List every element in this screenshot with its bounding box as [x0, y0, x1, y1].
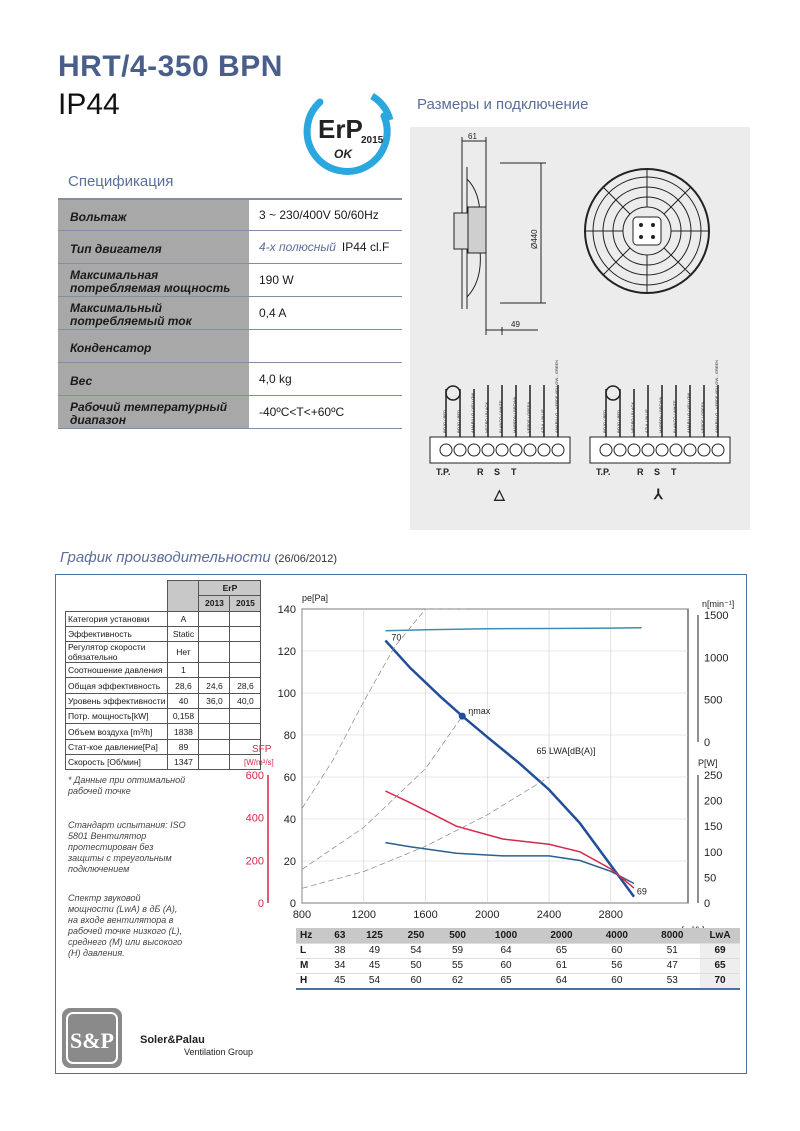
wiring-star-symbol: ⅄ — [654, 486, 663, 502]
wire-label: VERDE / GREEN — [526, 401, 531, 433]
sound-cell: 53 — [645, 973, 700, 988]
chart-y-tick-label: 60 — [283, 772, 296, 784]
wiring-terminal-s: S — [494, 467, 501, 477]
chart-sfp-tick-label: 0 — [257, 898, 264, 910]
brand-title: Soler&Palau — [140, 1034, 205, 1046]
sound-cell: 59 — [437, 943, 479, 958]
erp-row-label: Общая эффективность — [66, 678, 168, 693]
chart-y-left-label: pe[Pa] — [302, 593, 329, 603]
dim-bottom-label: 49 — [511, 320, 520, 329]
erp-row-value: 89 — [168, 739, 199, 754]
performance-title-text: График производительности — [60, 549, 271, 566]
erp-row-value — [199, 709, 230, 724]
sound-cell: 1000 — [478, 928, 533, 943]
spec-row-voltage — [58, 198, 402, 231]
technical-drawing — [410, 127, 750, 530]
wiring-terminal-s: S — [654, 467, 661, 477]
erp-row-value — [199, 724, 230, 739]
sound-cell: 65 — [478, 973, 533, 988]
wiring-terminal-r: R — [477, 467, 484, 477]
performance-chart — [230, 585, 745, 925]
fan-front-view — [585, 169, 709, 293]
product-model-title: HRT/4-350 BPN — [58, 50, 283, 83]
chart-speed-tick-label: 1000 — [704, 652, 729, 665]
wire-label: AMARILLO - VERDE YELLOW - GREEN — [714, 359, 719, 433]
chart-power-tick-label: 200 — [704, 795, 723, 808]
erp-row-value: 28,6 — [168, 678, 199, 693]
chart-x-tick-label: 1600 — [413, 909, 438, 921]
wire-label: ROJO / RED — [456, 410, 461, 433]
chart-power-tick-label: 250 — [704, 770, 723, 782]
erp-row-label: Стат-кое давление[Pa] — [66, 739, 168, 754]
divider-line — [296, 988, 740, 990]
erp-row-value: 28,6 — [230, 678, 261, 693]
note-sound-spectrum: Спектр звуковой мощности (LwA) в дБ (А), на входе вентилятора в рабочей точке низкого (L), среднего (M) или высокого (H) давления. — [68, 893, 183, 958]
chart-y-tick-label: 20 — [283, 856, 296, 868]
spec-row-weight — [58, 363, 402, 396]
erp-row-value: 40 — [168, 693, 199, 708]
chart-annotation: ηmax — [468, 706, 491, 717]
chart-y-tick-label: 80 — [283, 730, 296, 742]
chart-annotation: 70 — [391, 632, 402, 643]
erp-row-value: 0,158 — [168, 709, 199, 724]
erp-row-label: Эффективность — [66, 626, 168, 641]
sp-logo-text: S&P — [70, 1028, 114, 1053]
sound-cell: 500 — [437, 928, 479, 943]
dim-diameter-label: Ø440 — [530, 229, 539, 249]
sound-cell: 60 — [589, 943, 644, 958]
erp-row-value — [199, 626, 230, 641]
chart-annotation: 69 — [636, 886, 647, 897]
spec-label: Рабочий температурный диапазон — [58, 396, 249, 428]
erp-row-label: Объем воздуха [m³/h] — [66, 724, 168, 739]
spec-value: 3 ~ 230/400V 50/60Hz — [249, 200, 402, 230]
chart-y-tick-label: 40 — [283, 814, 296, 826]
wire-label: BLANCO / WHITE — [672, 400, 677, 433]
sound-cell: 60 — [478, 958, 533, 973]
sound-cell: 70 — [700, 973, 740, 988]
sound-cell: 34 — [326, 958, 354, 973]
sound-cell: 8000 — [645, 928, 700, 943]
erp-badge-main: ErP — [318, 114, 363, 144]
chart-power-tick-label: 50 — [704, 872, 717, 885]
wire-label: ROJO / RED — [602, 410, 607, 433]
wire-label: ROJO / RED — [442, 410, 447, 433]
erp-row-label: Соотношение давления — [66, 663, 168, 678]
spec-label: Тип двигателя — [58, 231, 249, 263]
chart-y-tick-label: 0 — [289, 898, 296, 910]
sound-cell: 45 — [354, 958, 396, 973]
chart-y-tick-label: 100 — [277, 688, 296, 700]
sound-cell: 65 — [534, 943, 589, 958]
spec-label: Вес — [58, 363, 249, 395]
sound-cell: 54 — [354, 973, 396, 988]
sound-cell: 56 — [589, 958, 644, 973]
erp-row-label: Уровень эффективности — [66, 693, 168, 708]
chart-x-tick-label: 2000 — [475, 909, 500, 921]
wire-label: ROJO / RED — [616, 410, 621, 433]
sound-cell: 49 — [354, 943, 396, 958]
sound-cell: 45 — [326, 973, 354, 988]
wire-label: AZUL / BLUE — [644, 409, 649, 433]
chart-power-tick-label: 100 — [704, 846, 723, 859]
sound-cell: 125 — [354, 928, 396, 943]
chart-power-tick-label: 0 — [704, 898, 711, 910]
chart-series-pressure — [385, 641, 634, 897]
erp-row-label: Потр. мощность[kW] — [66, 709, 168, 724]
sound-cell: 60 — [395, 973, 437, 988]
erp-row-value — [199, 611, 230, 626]
erp-row-label: Скорость [Об/мин] — [66, 754, 168, 769]
chart-x-tick-label: 2400 — [536, 909, 562, 921]
wire-label: MARRON / BROWN — [658, 396, 663, 433]
erp-row-label: Регулятор скорости обязательно — [66, 642, 168, 663]
sound-header-row — [296, 928, 740, 943]
spec-value: 0,4 A — [249, 297, 402, 329]
wire-label: AZUL / BLUE — [540, 409, 545, 433]
chart-series-system — [302, 716, 462, 869]
spec-row-capacitor — [58, 330, 402, 363]
chart-speed-tick-label: 500 — [704, 694, 723, 707]
spec-row-motor — [58, 231, 402, 264]
erp-year-2013: 2013 — [199, 596, 230, 611]
erp-badge-logo — [298, 88, 398, 180]
chart-annotation: 65 LWA[dB(A)] — [536, 746, 596, 756]
sound-cell: 62 — [437, 973, 479, 988]
spec-value: 4,0 kg — [249, 363, 402, 395]
chart-speed-label: n[min⁻¹] — [702, 599, 735, 609]
chart-series-system — [302, 609, 469, 809]
chart-x-tick-label: 1200 — [351, 909, 377, 921]
wire-label: VERDE / GREEN — [700, 401, 705, 433]
sound-cell: 64 — [534, 973, 589, 988]
erp-row-value: Static — [168, 626, 199, 641]
chart-eta-max-point — [459, 713, 466, 720]
sound-row-label: L — [296, 943, 326, 958]
wire-label: AMARILLO / YELLOW — [470, 392, 475, 433]
spec-label: Максимальный потребляемый ток — [58, 297, 249, 329]
sound-cell: 38 — [326, 943, 354, 958]
chart-plot-frame — [302, 609, 688, 903]
wire-label: NEGRO / BLACK — [484, 401, 489, 433]
chart-series-speed — [385, 628, 641, 631]
spec-label: Конденсатор — [58, 330, 249, 362]
sound-power-table — [296, 928, 740, 989]
spec-value: -40ºC<T<+60ºC — [249, 396, 402, 428]
sp-logo — [60, 1006, 124, 1070]
sound-row-label: H — [296, 973, 326, 988]
wire-label: MARRON / BROWN — [512, 396, 517, 433]
sound-cell: 54 — [395, 943, 437, 958]
sound-row-label: Hz — [296, 928, 326, 943]
erp-row-value — [199, 739, 230, 754]
dimensions-title: Размеры и подключение — [417, 96, 589, 113]
sound-row — [296, 943, 740, 958]
erp-row-value: 24,6 — [199, 678, 230, 693]
protection-rating: IP44 — [58, 88, 120, 121]
erp-row-value: 1 — [168, 663, 199, 678]
chart-y-tick-label: 140 — [277, 604, 296, 616]
erp-row-label: Категория установки — [66, 611, 168, 626]
sound-cell: 51 — [645, 943, 700, 958]
performance-date: (26/06/2012) — [274, 553, 338, 565]
sound-cell: LwA — [700, 928, 740, 943]
chart-power-label: P[W] — [698, 758, 718, 768]
spec-label: Вольтаж — [58, 200, 249, 230]
wire-label: BLANCO / WHITE — [498, 400, 503, 433]
chart-sfp-tick-label: 400 — [245, 812, 264, 825]
sound-cell: 64 — [478, 943, 533, 958]
sound-cell: 60 — [589, 973, 644, 988]
sound-cell: 63 — [326, 928, 354, 943]
spec-motor-poles: 4-х полюсный — [259, 240, 336, 254]
dim-top-label: 61 — [468, 132, 477, 141]
sound-cell: 47 — [645, 958, 700, 973]
sound-row-label: M — [296, 958, 326, 973]
chart-power-tick-label: 150 — [704, 821, 723, 834]
chart-sfp-unit: [W/m³/s] — [244, 758, 274, 767]
spec-label: Максимальная потребляемая мощность — [58, 264, 249, 296]
erp-year-2015: 2015 — [230, 596, 261, 611]
dimensions-drawing-panel — [410, 127, 750, 530]
spec-value: IP44 cl.F — [341, 240, 390, 254]
wire-label: NEGRO / BLACK — [630, 401, 635, 433]
spec-value: 190 W — [249, 264, 402, 296]
brand-subtitle: Ventilation Group — [184, 1047, 254, 1057]
wiring-diagram-delta — [430, 360, 570, 502]
erp-row-value: 40,0 — [230, 693, 261, 708]
erp-row-value: Нет — [168, 642, 199, 663]
chart-sfp-tick-label: 200 — [245, 855, 264, 868]
sound-cell: 65 — [700, 958, 740, 973]
sound-row — [296, 958, 740, 973]
chart-x-tick-label: 2800 — [598, 909, 624, 921]
wiring-diagram-star — [590, 360, 730, 502]
wire-label: AMARILLO - VERDE YELLOW - GREEN — [554, 359, 559, 433]
chart-sfp-label: SFP — [252, 744, 272, 755]
chart-series-sfp — [385, 791, 634, 888]
sound-cell: 69 — [700, 943, 740, 958]
sound-cell: 250 — [395, 928, 437, 943]
wire-label: AMARILLO / YELLOW — [686, 392, 691, 433]
spec-row-temperature — [58, 396, 402, 429]
wiring-terminal-t: T — [671, 467, 677, 477]
spec-row-current — [58, 297, 402, 330]
chart-x-tick-label: 800 — [292, 909, 312, 921]
wiring-terminal-tp: T.P. — [596, 467, 611, 477]
erp-row-value — [199, 663, 230, 678]
sound-cell: 4000 — [589, 928, 644, 943]
specification-table — [58, 198, 402, 429]
note-optimal-point: * Данные при оптимальной рабочей точке — [68, 775, 186, 796]
erp-row-value: 1347 — [168, 754, 199, 769]
erp-header: ErP — [199, 581, 261, 596]
spec-value — [249, 330, 402, 362]
wiring-terminal-tp: T.P. — [436, 467, 451, 477]
sound-cell: 50 — [395, 958, 437, 973]
chart-sfp-tick-label: 600 — [245, 770, 264, 782]
erp-row-value: 1838 — [168, 724, 199, 739]
erp-row-value — [199, 642, 230, 663]
chart-speed-tick-label: 1500 — [704, 610, 729, 622]
sound-cell: 61 — [534, 958, 589, 973]
erp-row-value — [199, 754, 230, 769]
erp-badge-year: 2015 — [361, 135, 384, 146]
sound-cell: 2000 — [534, 928, 589, 943]
chart-speed-tick-label: 0 — [704, 737, 711, 749]
erp-badge-ok: OK — [334, 147, 352, 161]
note-test-standard: Стандарт испытания: ISO 5801 Вентилятор протестирован без защиты с треугольным подключением — [68, 820, 186, 874]
erp-row-value: A — [168, 611, 199, 626]
performance-title — [60, 549, 337, 566]
chart-series-power — [385, 843, 634, 884]
brand-name — [140, 1034, 253, 1057]
chart-y-tick-label: 120 — [277, 646, 296, 658]
wiring-terminal-t: T — [511, 467, 517, 477]
sound-cell: 55 — [437, 958, 479, 973]
wiring-delta-symbol: △ — [494, 486, 505, 502]
spec-row-power — [58, 264, 402, 297]
sound-row — [296, 973, 740, 988]
specification-title: Спецификация — [68, 173, 174, 190]
erp-row-value: 36,0 — [199, 693, 230, 708]
wiring-terminal-r: R — [637, 467, 644, 477]
